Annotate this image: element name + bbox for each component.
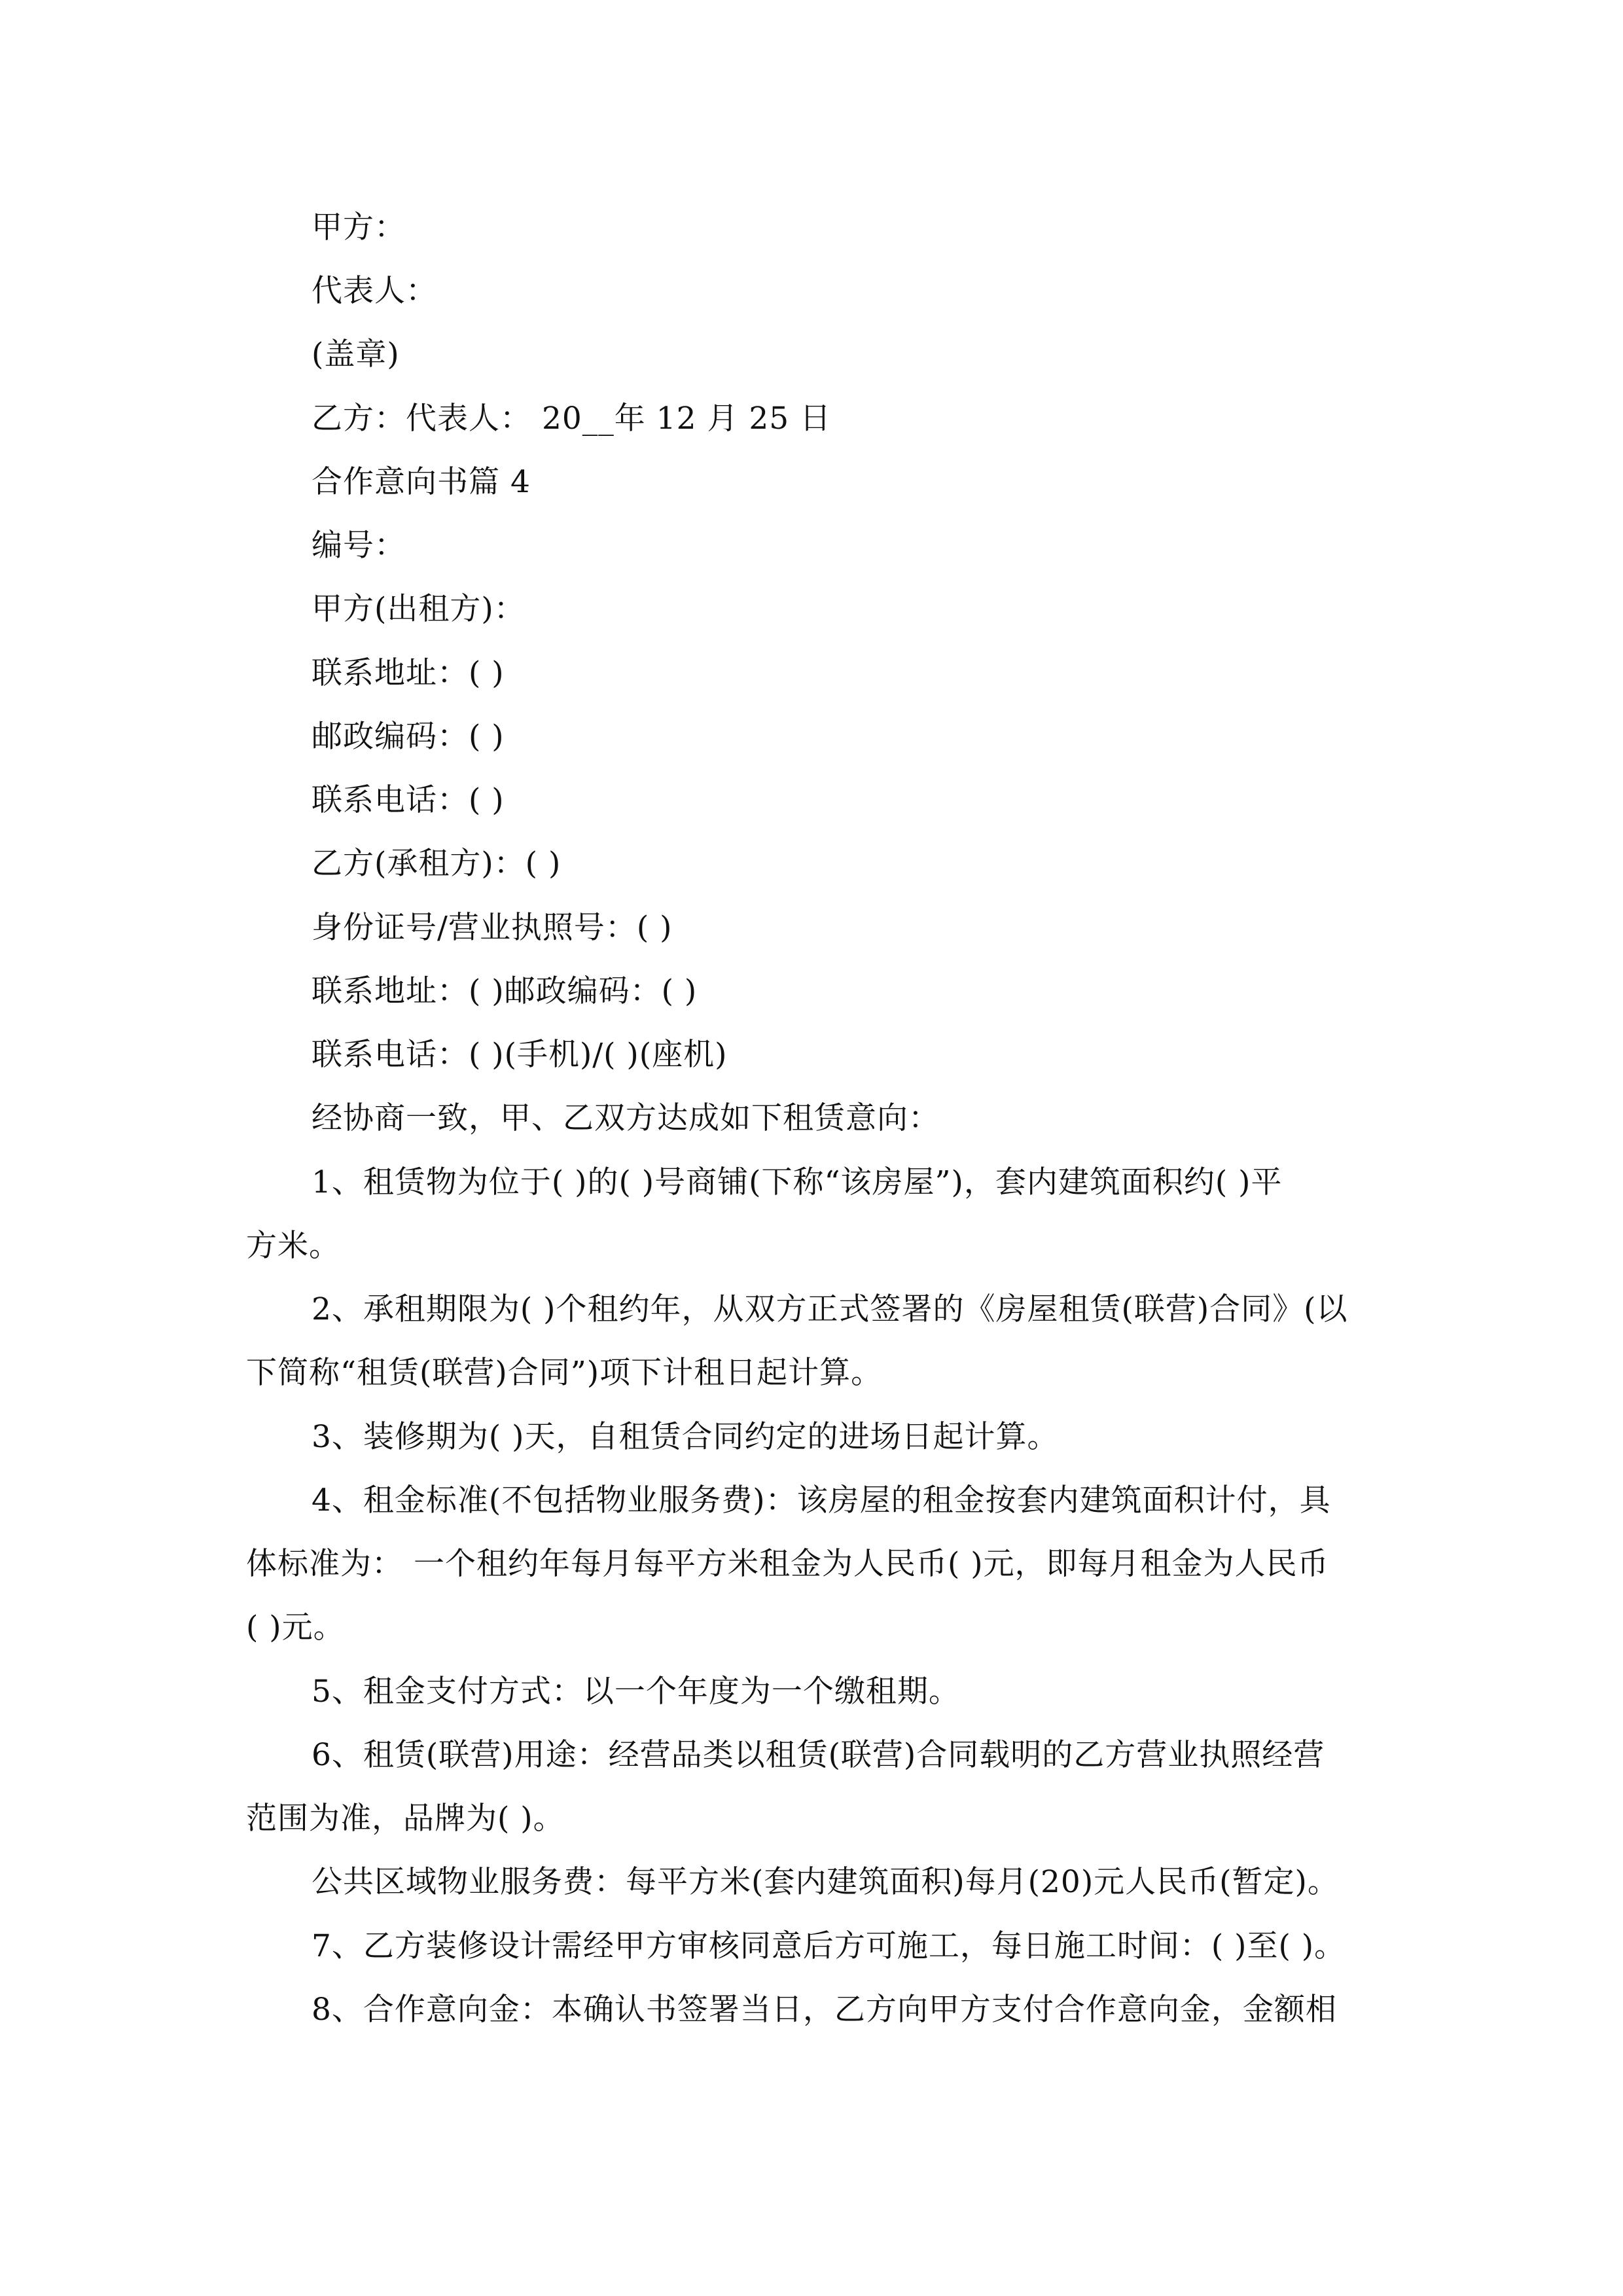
clause-6-line-1: 6、租赁(联营)用途：经营品类以租赁(联营)合同载明的乙方营业执照经营 — [312, 1737, 1325, 1773]
clause-2-line-2: 下简称“租赁(联营)合同”)项下计租日起计算。 — [246, 1355, 883, 1391]
lessor-address: 联系地址：( ) — [312, 655, 505, 691]
clause-4-line-1: 4、租金标准(不包括物业服务费)：该房屋的租金按套内建筑面积计付，具 — [312, 1482, 1331, 1518]
clause-6-line-2: 范围为准，品牌为( )。 — [246, 1801, 565, 1837]
lessee-label: 乙方(承租方)：( ) — [312, 846, 562, 882]
clause-1-line-1: 1、租赁物为位于( )的( )号商铺(下称“该房屋”)，套内建筑面积约( )平 — [312, 1164, 1283, 1200]
clause-8: 8、合作意向金：本确认书签署当日，乙方向甲方支付合作意向金，金额相 — [312, 1992, 1337, 2028]
lessor-phone: 联系电话：( ) — [312, 782, 505, 818]
section-title: 合作意向书篇 4 — [312, 464, 531, 500]
document-number-label: 编号： — [312, 528, 406, 564]
clause-4-line-2: 体标准为： 一个租约年每月每平方米租金为人民币( )元，即每月租金为人民币 — [246, 1546, 1329, 1582]
representative-label: 代表人： — [312, 273, 437, 309]
lessor-label: 甲方(出租方)： — [312, 591, 526, 627]
party-b-date-line: 乙方：代表人： 20__年 12 月 25 日 — [312, 401, 832, 437]
clause-4-line-3: ( )元。 — [246, 1609, 345, 1645]
clause-7: 7、乙方装修设计需经甲方审核同意后方可施工，每日施工时间：( )至( )。 — [312, 1928, 1346, 1964]
party-a-label: 甲方： — [312, 209, 406, 245]
clause-1-line-2: 方米。 — [246, 1228, 340, 1264]
seal-label: (盖章) — [312, 336, 400, 372]
lessee-phone: 联系电话：( )(手机)/( )(座机) — [312, 1037, 728, 1073]
lessee-address-postcode: 联系地址：( )邮政编码：( ) — [312, 973, 698, 1009]
lessee-id-number: 身份证号/营业执照号：( ) — [312, 910, 673, 946]
agreement-intro: 经协商一致，甲、乙双方达成如下租赁意向： — [312, 1100, 940, 1136]
clause-5: 5、租金支付方式：以一个年度为一个缴租期。 — [312, 1674, 960, 1710]
lessor-postcode: 邮政编码：( ) — [312, 719, 505, 755]
clause-3: 3、装修期为( )天，自租赁合同约定的进场日起计算。 — [312, 1419, 1059, 1455]
public-area-fee: 公共区域物业服务费：每平方米(套内建筑面积)每月(20)元人民币(暂定)。 — [312, 1864, 1339, 1900]
clause-2-line-1: 2、承租期限为( )个租约年，从双方正式签署的《房屋租赁(联营)合同》(以 — [312, 1291, 1348, 1327]
